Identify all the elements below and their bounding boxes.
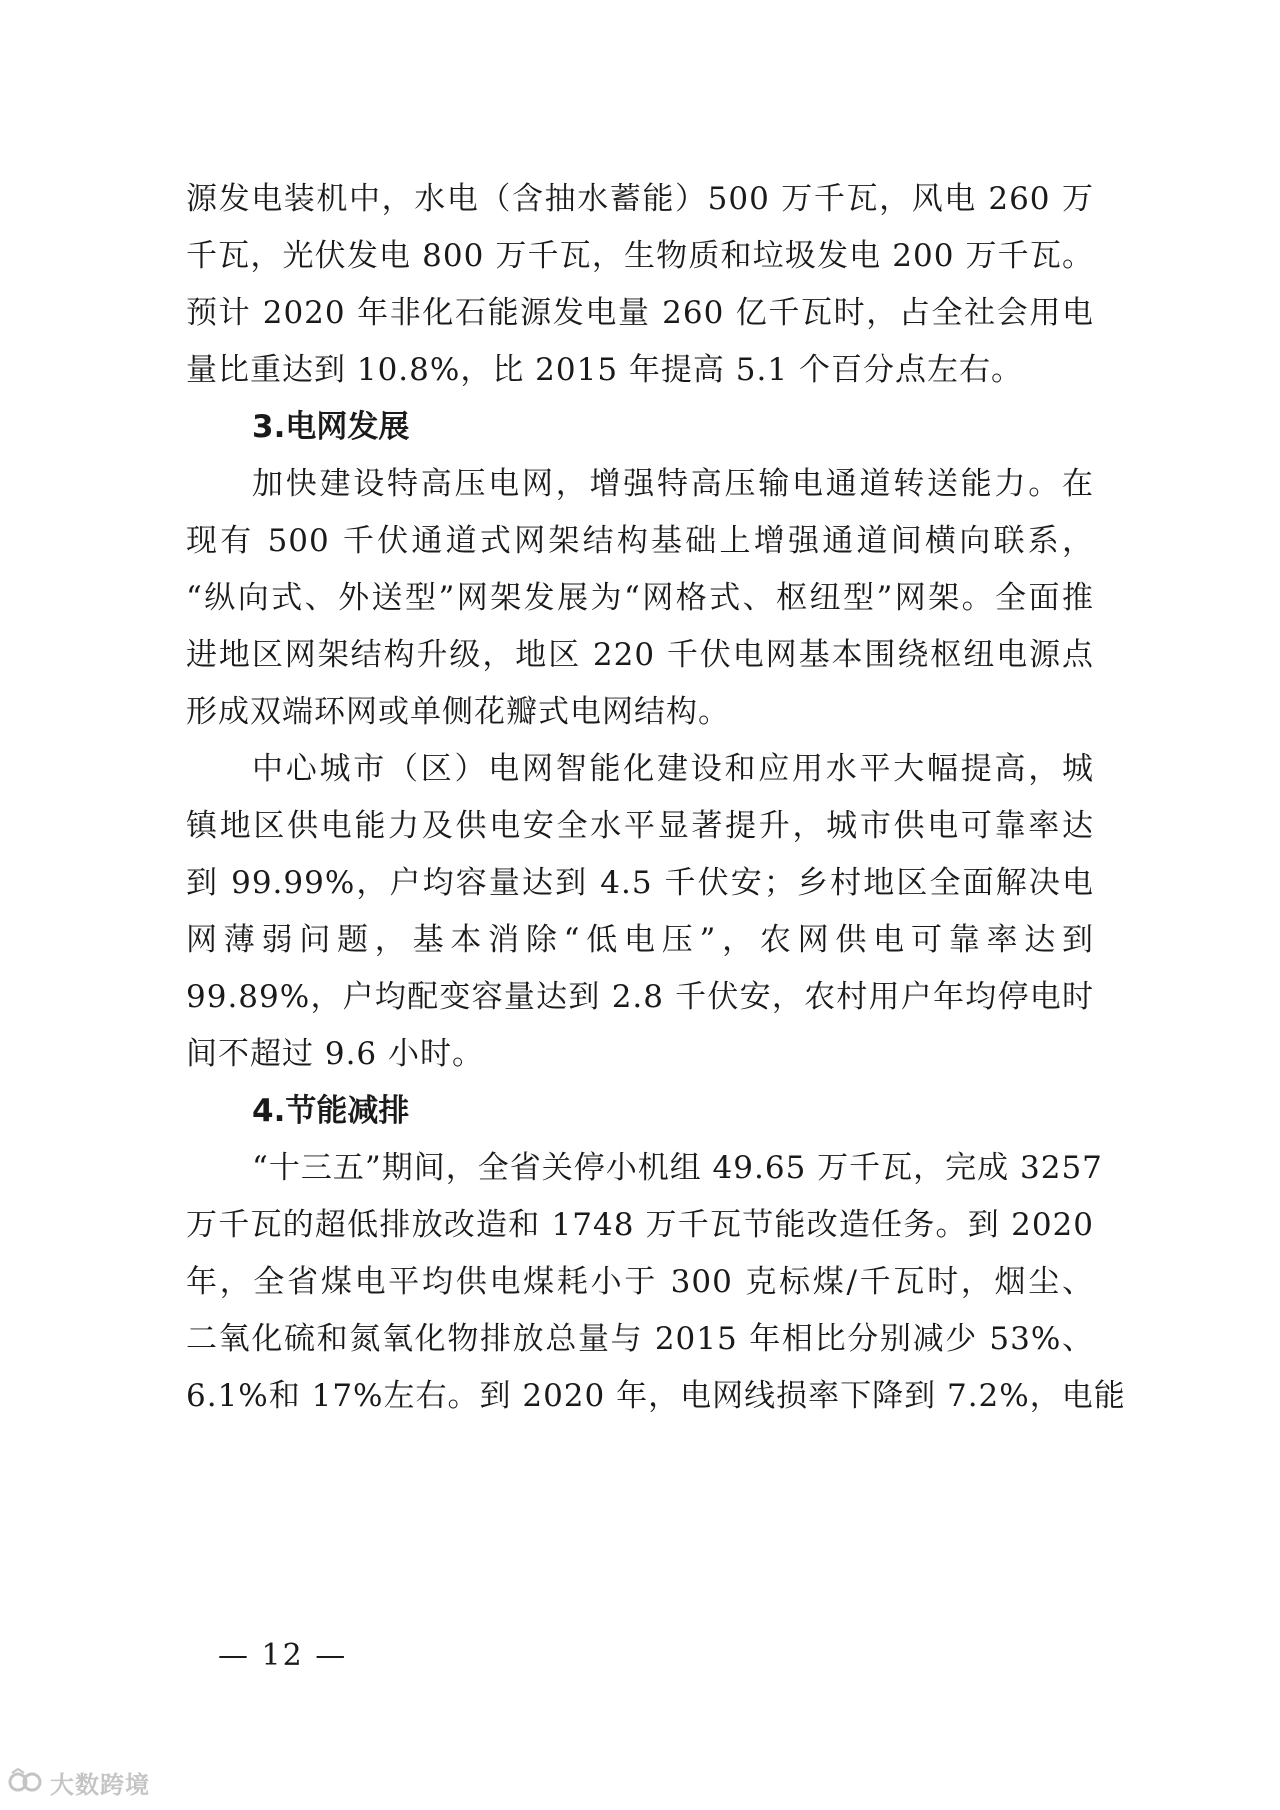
watermark <box>8 1764 150 1800</box>
paragraph-4-line-5: 6.1%和 17%左右。到 2020 年，电网线损率下降到 7.2%，电能 <box>186 1378 1126 1414</box>
paragraph-4-line-1: “十三五”期间，全省关停小机组 49.65 万千瓦，完成 3257 <box>252 1150 1103 1186</box>
paragraph-3-line-6: 间不超过 9.6 小时。 <box>186 1036 485 1072</box>
paragraph-3-line-5: 99.89%，户均配变容量达到 2.8 千伏安，农村用户年均停电时 <box>186 979 1094 1015</box>
page-number: — 12 — <box>218 1638 348 1673</box>
paragraph-2-line-2: 现有 500 千伏通道式网架结构基础上增强通道间横向联系， <box>186 523 1094 559</box>
paragraph-1-line-4: 量比重达到 10.8%，比 2015 年提高 5.1 个百分点左右。 <box>186 352 1023 388</box>
paragraph-4-line-3: 年，全省煤电平均供电煤耗小于 300 克标煤/千瓦时，烟尘、 <box>186 1264 1094 1300</box>
paragraph-3-line-2: 镇地区供电能力及供电安全水平显著提升，城市供电可靠率达 <box>186 808 1094 844</box>
paragraph-3-line-4: 网薄弱问题，基本消除“低电压”，农网供电可靠率达到 <box>186 922 1094 958</box>
paragraph-1-line-3: 预计 2020 年非化石能源发电量 260 亿千瓦时，占全社会用电 <box>186 295 1094 331</box>
paragraph-2-line-5: 形成双端环网或单侧花瓣式电网结构。 <box>186 694 730 730</box>
section-heading-grid-development: 3.电网发展 <box>252 409 410 445</box>
paragraph-2-line-4: 进地区网架结构升级，地区 220 千伏电网基本围绕枢纽电源点 <box>186 637 1094 673</box>
paragraph-2-line-3: “纵向式、外送型”网架发展为“网格式、枢纽型”网架。全面推 <box>186 580 1094 616</box>
section-heading-energy-saving: 4.节能减排 <box>252 1093 410 1129</box>
paragraph-3-line-1: 中心城市（区）电网智能化建设和应用水平大幅提高，城 <box>252 751 1094 787</box>
watermark-text: 大数跨境 <box>50 1770 150 1799</box>
paragraph-1-line-2: 千瓦，光伏发电 800 万千瓦，生物质和垃圾发电 200 万千瓦。 <box>186 238 1094 274</box>
paragraph-4-line-4: 二氧化硫和氮氧化物排放总量与 2015 年相比分别减少 53%、 <box>186 1321 1094 1357</box>
watermark-logo-icon <box>8 1767 44 1797</box>
paragraph-1-line-1: 源发电装机中，水电（含抽水蓄能）500 万千瓦，风电 260 万 <box>186 181 1094 217</box>
paragraph-2-line-1: 加快建设特高压电网，增强特高压输电通道转送能力。在 <box>252 466 1094 502</box>
paragraph-4-line-2: 万千瓦的超低排放改造和 1748 万千瓦节能改造任务。到 2020 <box>186 1207 1094 1243</box>
paragraph-3-line-3: 到 99.99%，户均容量达到 4.5 千伏安；乡村地区全面解决电 <box>186 865 1094 901</box>
